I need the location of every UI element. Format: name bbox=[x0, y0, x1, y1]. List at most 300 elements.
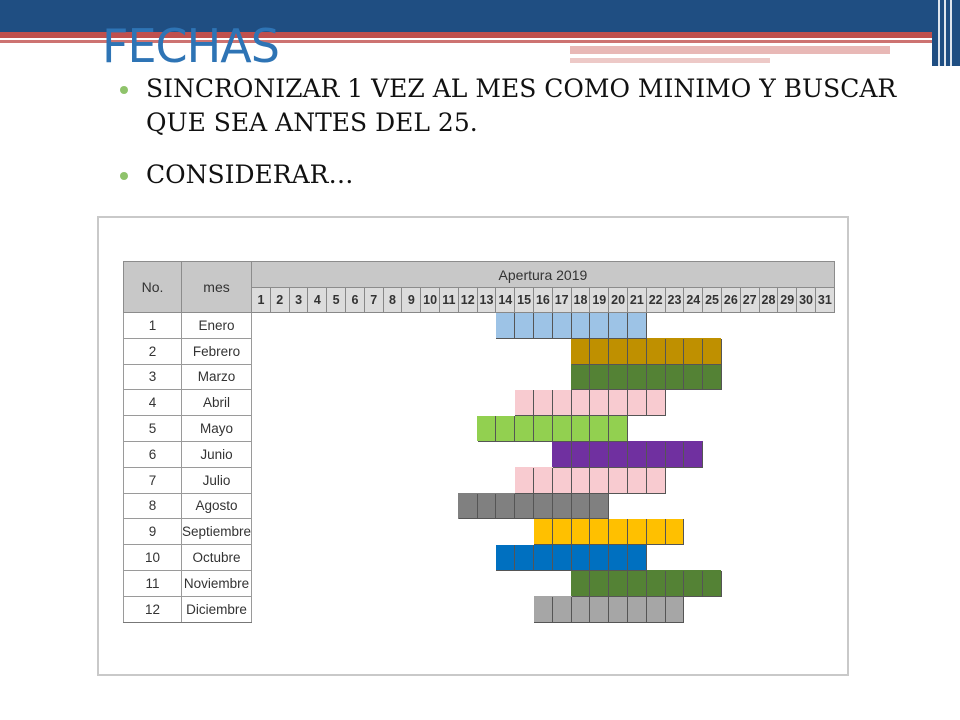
date-cell bbox=[496, 570, 515, 596]
day-header: 20 bbox=[609, 288, 628, 313]
date-cell bbox=[458, 596, 477, 622]
date-cell-highlighted bbox=[609, 570, 628, 596]
date-cell bbox=[383, 416, 402, 442]
date-cell bbox=[703, 467, 722, 493]
date-cell-highlighted bbox=[552, 545, 571, 571]
calendar-row bbox=[124, 596, 835, 622]
date-cell bbox=[759, 390, 778, 416]
date-cell bbox=[797, 493, 816, 519]
date-cell bbox=[402, 313, 421, 339]
row-month: Junio bbox=[182, 441, 252, 467]
day-header: 7 bbox=[364, 288, 383, 313]
date-cell-highlighted bbox=[627, 338, 646, 364]
date-cell-highlighted bbox=[703, 338, 722, 364]
date-cell bbox=[759, 364, 778, 390]
date-cell bbox=[421, 467, 440, 493]
date-cell bbox=[740, 570, 759, 596]
date-cell bbox=[778, 416, 797, 442]
date-cell bbox=[665, 416, 684, 442]
date-cell bbox=[797, 364, 816, 390]
date-cell bbox=[815, 596, 834, 622]
date-cell bbox=[440, 364, 459, 390]
row-number: 4 bbox=[124, 390, 182, 416]
date-cell-highlighted bbox=[609, 364, 628, 390]
day-header: 11 bbox=[440, 288, 459, 313]
date-cell-highlighted bbox=[609, 390, 628, 416]
date-cell bbox=[703, 596, 722, 622]
date-cell bbox=[721, 545, 740, 571]
day-header: 18 bbox=[571, 288, 590, 313]
date-cell bbox=[458, 416, 477, 442]
date-cell bbox=[684, 313, 703, 339]
date-cell-highlighted bbox=[477, 416, 496, 442]
row-number: 11 bbox=[124, 570, 182, 596]
date-cell-highlighted bbox=[590, 364, 609, 390]
date-cell bbox=[721, 416, 740, 442]
date-cell bbox=[364, 416, 383, 442]
date-cell bbox=[402, 467, 421, 493]
date-cell bbox=[496, 519, 515, 545]
date-cell bbox=[440, 441, 459, 467]
date-cell bbox=[421, 313, 440, 339]
date-cell bbox=[778, 596, 797, 622]
date-cell bbox=[327, 416, 346, 442]
row-month: Octubre bbox=[182, 545, 252, 571]
day-header: 13 bbox=[477, 288, 496, 313]
date-cell bbox=[252, 467, 271, 493]
date-cell bbox=[797, 338, 816, 364]
date-cell-highlighted bbox=[609, 467, 628, 493]
date-cell-highlighted bbox=[534, 390, 553, 416]
date-cell-highlighted bbox=[665, 596, 684, 622]
date-cell bbox=[740, 338, 759, 364]
date-cell bbox=[477, 596, 496, 622]
date-cell bbox=[665, 493, 684, 519]
date-cell bbox=[815, 570, 834, 596]
date-cell bbox=[496, 467, 515, 493]
date-cell-highlighted bbox=[496, 313, 515, 339]
date-cell bbox=[703, 416, 722, 442]
date-cell bbox=[383, 519, 402, 545]
date-cell-highlighted bbox=[627, 596, 646, 622]
date-cell bbox=[440, 390, 459, 416]
date-cell-highlighted bbox=[515, 467, 534, 493]
day-header: 6 bbox=[346, 288, 365, 313]
date-cell bbox=[759, 338, 778, 364]
row-month: Diciembre bbox=[182, 596, 252, 622]
calendar-row bbox=[124, 390, 835, 416]
date-cell-highlighted bbox=[515, 313, 534, 339]
date-cell-highlighted bbox=[571, 441, 590, 467]
date-cell bbox=[346, 441, 365, 467]
calendar-body bbox=[124, 313, 835, 623]
date-cell bbox=[440, 545, 459, 571]
date-cell bbox=[496, 441, 515, 467]
day-header: 29 bbox=[778, 288, 797, 313]
date-cell-highlighted bbox=[665, 364, 684, 390]
date-cell bbox=[346, 545, 365, 571]
date-cell bbox=[477, 313, 496, 339]
date-cell-highlighted bbox=[515, 545, 534, 571]
date-cell bbox=[364, 313, 383, 339]
header-row-group bbox=[124, 262, 835, 288]
date-cell-highlighted bbox=[627, 519, 646, 545]
header-corner-block bbox=[932, 0, 960, 66]
date-cell-highlighted bbox=[646, 441, 665, 467]
row-number: 10 bbox=[124, 545, 182, 571]
date-cell bbox=[721, 364, 740, 390]
date-cell bbox=[665, 467, 684, 493]
date-cell bbox=[477, 545, 496, 571]
date-cell bbox=[759, 441, 778, 467]
date-cell bbox=[327, 596, 346, 622]
date-cell bbox=[289, 313, 308, 339]
date-cell bbox=[270, 545, 289, 571]
day-header: 15 bbox=[515, 288, 534, 313]
date-cell bbox=[289, 364, 308, 390]
date-cell bbox=[627, 493, 646, 519]
date-cell bbox=[778, 545, 797, 571]
date-cell-highlighted bbox=[534, 596, 553, 622]
date-cell bbox=[289, 441, 308, 467]
date-cell-highlighted bbox=[552, 519, 571, 545]
date-cell-highlighted bbox=[534, 416, 553, 442]
row-number: 6 bbox=[124, 441, 182, 467]
date-cell bbox=[534, 441, 553, 467]
date-cell-highlighted bbox=[571, 493, 590, 519]
date-cell bbox=[327, 390, 346, 416]
date-cell bbox=[252, 493, 271, 519]
date-cell bbox=[289, 570, 308, 596]
row-number: 7 bbox=[124, 467, 182, 493]
date-cell bbox=[703, 441, 722, 467]
date-cell bbox=[270, 338, 289, 364]
date-cell bbox=[797, 390, 816, 416]
date-cell bbox=[721, 493, 740, 519]
date-cell bbox=[458, 441, 477, 467]
date-cell-highlighted bbox=[590, 570, 609, 596]
date-cell bbox=[421, 493, 440, 519]
row-number: 9 bbox=[124, 519, 182, 545]
date-cell-highlighted bbox=[571, 364, 590, 390]
date-cell-highlighted bbox=[552, 390, 571, 416]
date-cell bbox=[740, 416, 759, 442]
bullet-text: SINCRONIZAR 1 VEZ AL MES COMO MINIMO Y BUSCAR QUE SEA ANTES DEL 25. bbox=[146, 74, 897, 137]
date-cell bbox=[364, 519, 383, 545]
date-cell-highlighted bbox=[609, 545, 628, 571]
date-cell bbox=[383, 313, 402, 339]
date-cell bbox=[327, 519, 346, 545]
date-cell bbox=[327, 570, 346, 596]
date-cell bbox=[364, 338, 383, 364]
date-cell bbox=[721, 441, 740, 467]
date-cell-highlighted bbox=[571, 596, 590, 622]
date-cell-highlighted bbox=[571, 519, 590, 545]
date-cell bbox=[797, 416, 816, 442]
date-cell-highlighted bbox=[646, 467, 665, 493]
date-cell bbox=[252, 441, 271, 467]
date-cell-highlighted bbox=[627, 441, 646, 467]
date-cell bbox=[665, 545, 684, 571]
date-cell bbox=[703, 313, 722, 339]
date-cell bbox=[421, 519, 440, 545]
date-cell-highlighted bbox=[665, 570, 684, 596]
date-cell bbox=[778, 364, 797, 390]
date-cell bbox=[496, 390, 515, 416]
bullet-text: CONSIDERAR… bbox=[146, 160, 354, 189]
date-cell bbox=[797, 441, 816, 467]
date-cell bbox=[815, 467, 834, 493]
date-cell bbox=[684, 390, 703, 416]
date-cell bbox=[684, 519, 703, 545]
date-cell bbox=[270, 493, 289, 519]
date-cell bbox=[270, 441, 289, 467]
date-cell bbox=[778, 519, 797, 545]
date-cell-highlighted bbox=[534, 519, 553, 545]
date-cell bbox=[721, 519, 740, 545]
date-cell-highlighted bbox=[552, 416, 571, 442]
date-cell-highlighted bbox=[552, 313, 571, 339]
date-cell bbox=[252, 545, 271, 571]
date-cell bbox=[364, 390, 383, 416]
date-cell bbox=[496, 338, 515, 364]
calendar-row bbox=[124, 545, 835, 571]
calendar-row bbox=[124, 493, 835, 519]
date-cell-highlighted bbox=[609, 313, 628, 339]
date-cell bbox=[270, 519, 289, 545]
date-cell bbox=[458, 364, 477, 390]
date-cell bbox=[346, 596, 365, 622]
day-header: 12 bbox=[458, 288, 477, 313]
date-cell bbox=[440, 519, 459, 545]
date-cell bbox=[627, 416, 646, 442]
calendar-row bbox=[124, 338, 835, 364]
calendar-row bbox=[124, 441, 835, 467]
row-month: Septiembre bbox=[182, 519, 252, 545]
date-cell bbox=[402, 390, 421, 416]
date-cell bbox=[759, 493, 778, 519]
day-header: 9 bbox=[402, 288, 421, 313]
date-cell bbox=[515, 338, 534, 364]
calendar-row bbox=[124, 467, 835, 493]
date-cell bbox=[458, 467, 477, 493]
date-cell bbox=[402, 545, 421, 571]
date-cell-highlighted bbox=[665, 519, 684, 545]
row-number: 2 bbox=[124, 338, 182, 364]
date-cell bbox=[252, 313, 271, 339]
row-month: Abril bbox=[182, 390, 252, 416]
date-cell bbox=[308, 493, 327, 519]
date-cell bbox=[721, 596, 740, 622]
day-header: 5 bbox=[327, 288, 346, 313]
date-cell-highlighted bbox=[552, 493, 571, 519]
day-header: 2 bbox=[270, 288, 289, 313]
date-cell bbox=[383, 493, 402, 519]
date-cell bbox=[778, 493, 797, 519]
date-cell bbox=[778, 338, 797, 364]
day-header: 28 bbox=[759, 288, 778, 313]
date-cell bbox=[815, 313, 834, 339]
date-cell bbox=[364, 596, 383, 622]
date-cell bbox=[552, 364, 571, 390]
date-cell bbox=[703, 519, 722, 545]
date-cell bbox=[515, 519, 534, 545]
day-header: 31 bbox=[815, 288, 834, 313]
date-cell bbox=[440, 338, 459, 364]
date-cell-highlighted bbox=[515, 390, 534, 416]
bullet-item bbox=[120, 72, 900, 140]
date-cell bbox=[797, 519, 816, 545]
date-cell bbox=[440, 570, 459, 596]
date-cell bbox=[552, 570, 571, 596]
date-cell bbox=[721, 313, 740, 339]
date-cell bbox=[308, 570, 327, 596]
date-cell bbox=[421, 570, 440, 596]
date-cell bbox=[815, 441, 834, 467]
day-header: 21 bbox=[627, 288, 646, 313]
date-cell bbox=[364, 364, 383, 390]
date-cell bbox=[364, 570, 383, 596]
date-cell bbox=[346, 364, 365, 390]
date-cell-highlighted bbox=[627, 467, 646, 493]
header-stripe-pink-thin bbox=[570, 58, 770, 63]
date-cell bbox=[421, 596, 440, 622]
date-cell-highlighted bbox=[646, 364, 665, 390]
date-cell-highlighted bbox=[609, 441, 628, 467]
date-cell bbox=[270, 390, 289, 416]
date-cell bbox=[346, 467, 365, 493]
date-cell bbox=[458, 313, 477, 339]
date-cell bbox=[759, 519, 778, 545]
date-cell bbox=[684, 596, 703, 622]
date-cell bbox=[308, 338, 327, 364]
date-cell-highlighted bbox=[571, 545, 590, 571]
date-cell-highlighted bbox=[646, 570, 665, 596]
date-cell bbox=[646, 416, 665, 442]
date-cell-highlighted bbox=[627, 364, 646, 390]
date-cell bbox=[252, 364, 271, 390]
calendar-row bbox=[124, 519, 835, 545]
date-cell bbox=[270, 467, 289, 493]
date-cell-highlighted bbox=[590, 390, 609, 416]
date-cell bbox=[402, 493, 421, 519]
row-number: 12 bbox=[124, 596, 182, 622]
date-cell bbox=[346, 338, 365, 364]
date-cell bbox=[440, 313, 459, 339]
calendar-image bbox=[97, 216, 849, 676]
date-cell bbox=[703, 390, 722, 416]
date-cell-highlighted bbox=[458, 493, 477, 519]
day-header: 26 bbox=[721, 288, 740, 313]
calendar-row bbox=[124, 570, 835, 596]
date-cell bbox=[308, 441, 327, 467]
date-cell bbox=[252, 570, 271, 596]
date-cell bbox=[740, 313, 759, 339]
date-cell bbox=[346, 519, 365, 545]
date-cell bbox=[289, 338, 308, 364]
decor-line bbox=[944, 0, 946, 66]
date-cell bbox=[477, 364, 496, 390]
day-header: 23 bbox=[665, 288, 684, 313]
date-cell bbox=[346, 570, 365, 596]
header-stripe-pink bbox=[570, 46, 890, 54]
date-cell bbox=[289, 467, 308, 493]
date-cell bbox=[815, 545, 834, 571]
date-cell bbox=[270, 416, 289, 442]
date-cell bbox=[270, 364, 289, 390]
date-cell bbox=[364, 493, 383, 519]
date-cell bbox=[646, 545, 665, 571]
date-cell bbox=[740, 493, 759, 519]
date-cell-highlighted bbox=[590, 441, 609, 467]
date-cell bbox=[440, 467, 459, 493]
date-cell bbox=[759, 416, 778, 442]
date-cell bbox=[665, 390, 684, 416]
date-cell-highlighted bbox=[477, 493, 496, 519]
date-cell bbox=[515, 364, 534, 390]
date-cell bbox=[252, 519, 271, 545]
date-cell bbox=[740, 467, 759, 493]
date-cell bbox=[327, 338, 346, 364]
date-cell bbox=[327, 441, 346, 467]
decor-line bbox=[938, 0, 940, 66]
date-cell bbox=[421, 390, 440, 416]
day-header: 19 bbox=[590, 288, 609, 313]
date-cell-highlighted bbox=[590, 416, 609, 442]
date-cell bbox=[383, 364, 402, 390]
day-header: 3 bbox=[289, 288, 308, 313]
date-cell bbox=[421, 416, 440, 442]
decor-line bbox=[950, 0, 952, 66]
date-cell-highlighted bbox=[552, 467, 571, 493]
date-cell bbox=[308, 364, 327, 390]
date-cell-highlighted bbox=[609, 416, 628, 442]
bullet-item bbox=[120, 158, 900, 192]
bullet-dot-icon bbox=[120, 172, 128, 180]
date-cell-highlighted bbox=[703, 570, 722, 596]
date-cell bbox=[289, 493, 308, 519]
date-cell bbox=[270, 313, 289, 339]
date-cell bbox=[308, 313, 327, 339]
date-cell-highlighted bbox=[552, 596, 571, 622]
date-cell bbox=[684, 416, 703, 442]
date-cell-highlighted bbox=[665, 441, 684, 467]
row-month: Mayo bbox=[182, 416, 252, 442]
day-header: 16 bbox=[534, 288, 553, 313]
date-cell bbox=[327, 364, 346, 390]
date-cell bbox=[684, 467, 703, 493]
date-cell bbox=[308, 519, 327, 545]
day-header: 22 bbox=[646, 288, 665, 313]
date-cell bbox=[402, 596, 421, 622]
date-cell bbox=[477, 441, 496, 467]
date-cell bbox=[364, 545, 383, 571]
date-cell bbox=[815, 390, 834, 416]
date-cell bbox=[308, 390, 327, 416]
date-cell-highlighted bbox=[627, 545, 646, 571]
date-cell bbox=[270, 570, 289, 596]
row-month: Agosto bbox=[182, 493, 252, 519]
date-cell bbox=[759, 570, 778, 596]
date-cell-highlighted bbox=[571, 390, 590, 416]
date-cell bbox=[778, 313, 797, 339]
row-number: 8 bbox=[124, 493, 182, 519]
date-cell bbox=[364, 467, 383, 493]
row-number: 3 bbox=[124, 364, 182, 390]
date-cell bbox=[289, 596, 308, 622]
date-cell bbox=[421, 364, 440, 390]
date-cell bbox=[477, 338, 496, 364]
